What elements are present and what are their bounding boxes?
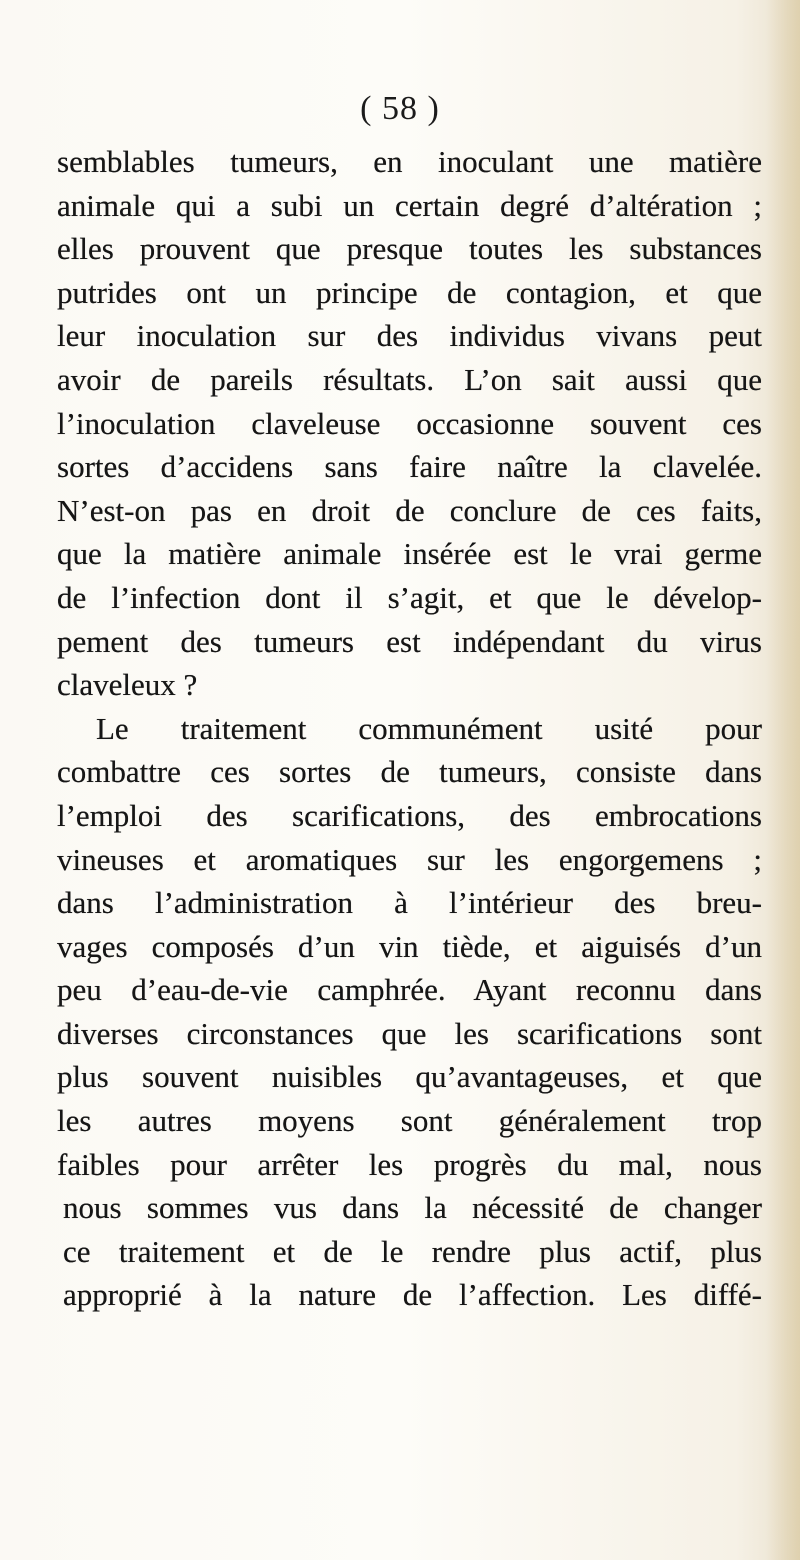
text-line: pement des tumeurs est indépendant du virus	[57, 623, 762, 659]
text-line: N’est-on pas en droit de conclure de ces faits,	[57, 492, 762, 528]
page-edge-shadow	[766, 0, 800, 1560]
text-line: les autres moyens sont généralement trop	[57, 1103, 762, 1139]
paragraph-end-line: claveleux ?	[57, 667, 198, 703]
text-line: que la matière animale insérée est le vrai germe	[57, 536, 762, 572]
paragraph-start-line: Le traitement communément usité pour	[96, 710, 762, 746]
text-line: approprié à la nature de l’affection. Les diffé-	[63, 1277, 762, 1313]
text-line: animale qui a subi un certain degré d’altération ;	[57, 187, 762, 223]
text-line: l’emploi des scarifications, des embrocations	[57, 797, 762, 833]
text-line: leur inoculation sur des individus vivans peut	[57, 318, 762, 354]
text-line: semblables tumeurs, en inoculant une matière	[57, 144, 762, 179]
text-line: vineuses et aromatiques sur les engorgemens ;	[57, 841, 762, 877]
text-line: elles prouvent que presque toutes les substances	[57, 231, 762, 267]
text-line: faibles pour arrêter les progrès du mal, nous	[57, 1146, 762, 1182]
text-line: diverses circonstances que les scarifications sont	[57, 1015, 762, 1051]
text-line: ce traitement et de le rendre plus actif, plus	[63, 1233, 762, 1269]
text-line: nous sommes vus dans la nécessité de changer	[63, 1190, 762, 1226]
text-line: l’inoculation claveleuse occasionne souvent ces	[57, 405, 762, 441]
body-text	[57, 140, 762, 1317]
text-line: sortes d’accidens sans faire naître la clavelée.	[57, 449, 762, 485]
text-line: de l’infection dont il s’agit, et que le dévelop-	[57, 579, 762, 615]
text-line: putrides ont un principe de contagion, et que	[57, 274, 762, 310]
text-line: combattre ces sortes de tumeurs, consiste dans	[57, 754, 762, 790]
text-line: plus souvent nuisibles qu’avantageuses, et que	[57, 1059, 762, 1095]
page-number: ( 58 )	[360, 90, 440, 127]
text-line: avoir de pareils résultats. L’on sait aussi que	[57, 361, 762, 397]
text-line: peu d’eau-de-vie camphrée. Ayant reconnu dans	[57, 972, 762, 1008]
text-line: vages composés d’un vin tiède, et aiguisés d’un	[57, 928, 762, 964]
text-line: dans l’administration à l’intérieur des breu-	[57, 885, 762, 921]
